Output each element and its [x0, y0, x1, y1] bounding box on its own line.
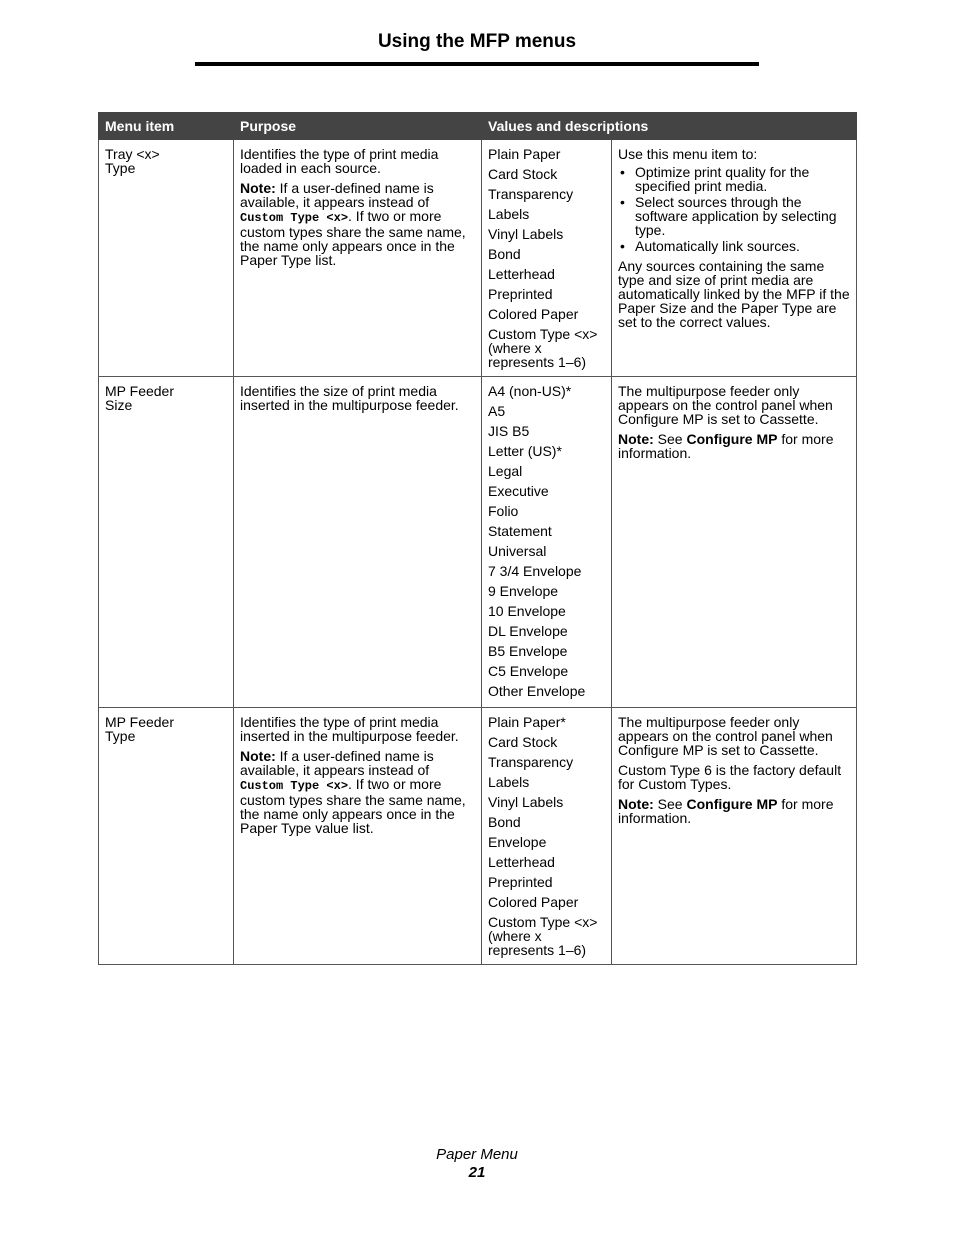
footer-section-name: Paper Menu [436, 1146, 518, 1163]
menu-item-line: Size [105, 397, 133, 413]
note-label: Note: [618, 796, 654, 812]
note-text: If a user-defined name is available, it appears instead of [240, 180, 434, 210]
value-item: B5 Envelope [488, 643, 568, 659]
description-cell [612, 140, 857, 377]
value-item: JIS B5 [488, 423, 530, 439]
values-cell [482, 708, 612, 965]
menu-item-line: Type [105, 160, 136, 176]
purpose-note [240, 749, 475, 835]
menu-item-line: Tray <x> [105, 146, 160, 162]
value-item: Plain Paper [488, 146, 561, 162]
value-item: Letterhead [488, 266, 555, 282]
description-intro: Use this menu item to: [618, 146, 758, 162]
footer-page-number: 21 [468, 1164, 486, 1181]
value-item: Card Stock [488, 734, 558, 750]
purpose-text: Identifies the type of print media inserted in the multipurpose feeder. [240, 714, 459, 744]
column-header-values: Values and descriptions [482, 113, 857, 140]
value-item: C5 Envelope [488, 663, 569, 679]
value-item: Vinyl Labels [488, 226, 564, 242]
value-item: Custom Type <x> (where x represents 1–6) [488, 326, 598, 370]
value-item: 7 3/4 Envelope [488, 563, 582, 579]
value-item: Statement [488, 523, 552, 539]
note-text: for more information. [618, 796, 834, 826]
value-item: Plain Paper* [488, 714, 566, 730]
value-item: Transparency [488, 754, 574, 770]
note-text: . If two or more custom types share the same name, the name only appears once in the Paper Type list. [240, 208, 466, 268]
purpose-text: Identifies the type of print media loaded in each source. [240, 146, 439, 176]
value-item: Universal [488, 543, 547, 559]
description-text: The multipurpose feeder only appears on the control panel when Configure MP is set to Cassette. [618, 383, 833, 427]
table-row [99, 708, 857, 965]
description-text: Custom Type 6 is the factory default for Custom Types. [618, 762, 842, 792]
value-item: Folio [488, 503, 519, 519]
value-item: 10 Envelope [488, 603, 566, 619]
purpose-cell [234, 708, 482, 965]
value-item: Bond [488, 246, 521, 262]
value-item: Letter (US)* [488, 443, 562, 459]
values-cell [482, 140, 612, 377]
menu-item-cell [99, 708, 234, 965]
description-note [618, 432, 850, 460]
value-item: Preprinted [488, 874, 553, 890]
purpose-note [240, 181, 475, 267]
description-cell [612, 377, 857, 708]
menu-item-cell [99, 377, 234, 708]
value-item: Colored Paper [488, 894, 579, 910]
description-bullet: • Optimize print quality for the specified print media. [618, 165, 850, 193]
note-label: Note: [240, 180, 276, 196]
value-item: Colored Paper [488, 306, 579, 322]
table-header-row [99, 113, 857, 140]
note-text: See [653, 431, 687, 447]
description-bullet: • Automatically link sources. [618, 239, 850, 253]
note-text: See [653, 796, 687, 812]
table-row [99, 377, 857, 708]
value-item: Bond [488, 814, 521, 830]
note-text: If a user-defined name is available, it appears instead of [240, 748, 434, 778]
note-text: for more information. [618, 431, 834, 461]
value-item: Labels [488, 774, 530, 790]
column-header-menu-item: Menu item [99, 113, 234, 140]
value-item: 9 Envelope [488, 583, 559, 599]
value-item: Vinyl Labels [488, 794, 564, 810]
value-item: Letterhead [488, 854, 555, 870]
note-label: Note: [240, 748, 276, 764]
note-code: Custom Type <x> [240, 211, 349, 225]
value-item: Envelope [488, 834, 547, 850]
description-list [618, 165, 850, 253]
menu-item-line: MP Feeder [105, 714, 174, 730]
column-header-purpose: Purpose [234, 113, 482, 140]
note-text: . If two or more custom types share the same name, the name only appears once in the Paper Type value list. [240, 776, 466, 836]
value-item: A4 (non-US)* [488, 383, 572, 399]
description-note [618, 797, 850, 825]
page-title: Using the MFP menus [377, 31, 577, 52]
value-item: Legal [488, 463, 523, 479]
value-item: A5 [488, 403, 506, 419]
value-item: Preprinted [488, 286, 553, 302]
menu-item-line: Type [105, 728, 136, 744]
purpose-cell [234, 377, 482, 708]
note-reference: Configure MP [686, 796, 778, 812]
value-item: Custom Type <x> (where x represents 1–6) [488, 914, 598, 958]
menu-item-line: MP Feeder [105, 383, 174, 399]
value-item: Other Envelope [488, 683, 586, 699]
title-rule [195, 62, 759, 66]
value-item: DL Envelope [488, 623, 568, 639]
note-code: Custom Type <x> [240, 779, 349, 793]
value-item: Labels [488, 206, 530, 222]
values-cell [482, 377, 612, 708]
description-text: The multipurpose feeder only appears on the control panel when Configure MP is set to Cassette. [618, 714, 833, 758]
note-label: Note: [618, 431, 654, 447]
value-item: Executive [488, 483, 549, 499]
note-reference: Configure MP [686, 431, 778, 447]
value-item: Card Stock [488, 166, 558, 182]
value-item: Transparency [488, 186, 574, 202]
menu-item-cell [99, 140, 234, 377]
menu-table [98, 112, 857, 965]
description-bullet: • Select sources through the software application by selecting type. [618, 195, 850, 237]
description-cell [612, 708, 857, 965]
table-row [99, 140, 857, 377]
description-text: Any sources containing the same type and size of print media are automatically linked by the MFP if the Paper Size and the Paper Type are set to the correct values. [618, 258, 850, 330]
purpose-cell [234, 140, 482, 377]
purpose-text: Identifies the size of print media inserted in the multipurpose feeder. [240, 383, 459, 413]
